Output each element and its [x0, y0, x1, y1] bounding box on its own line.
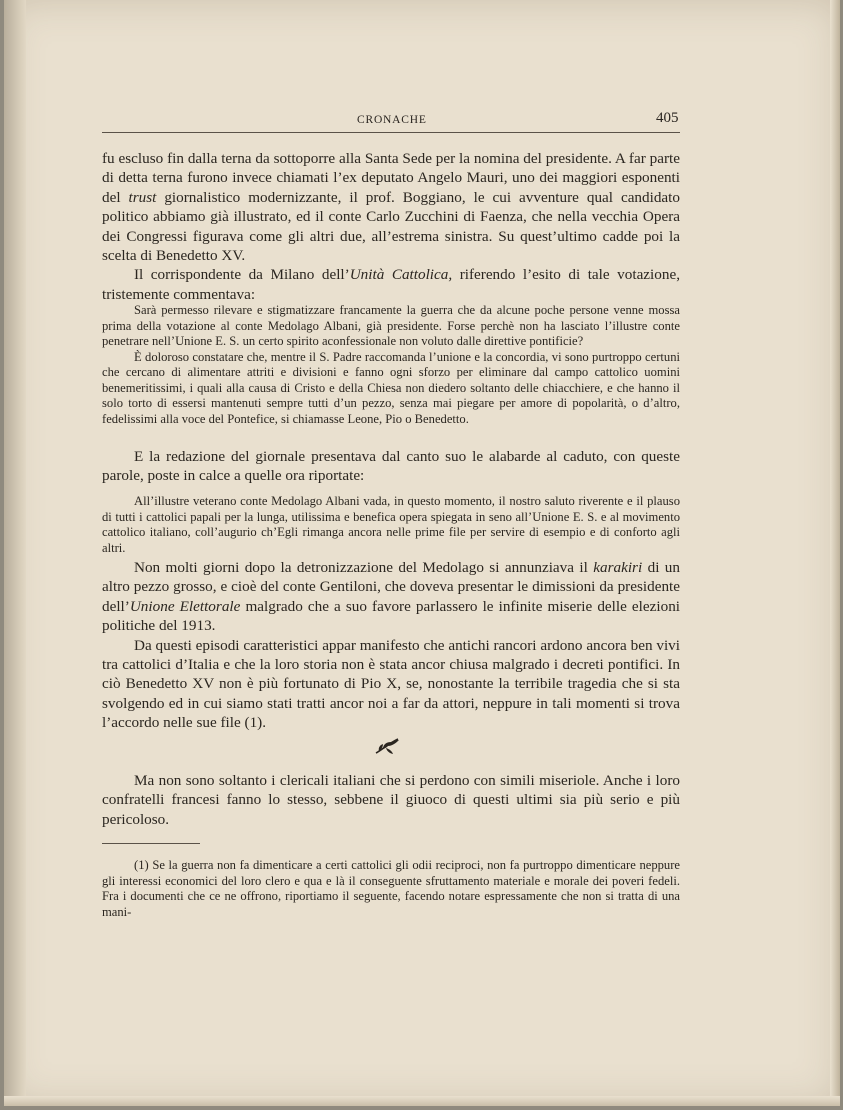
running-header: CRONACHE [357, 114, 427, 126]
header-rule [102, 132, 680, 133]
page-gutter [4, 0, 26, 1106]
emphasis-unione-elettorale: Unione Elettorale [129, 597, 241, 615]
paragraph-4-block [102, 558, 680, 733]
paragraph-1: fu escluso fin dalla terna da sottoporre alla Santa Sede per la nomina del presidente. A far parte di detta terna furono invece chiamati l’ex deputato Angelo Mauri, uno dei maggiori esponenti del trust giornalistico modernizzante, il prof. Boggiano, le cui avventure qual candidato politico abbiamo già illustrato, ed il conte Carlo Zucchini di Faenza, che nella vecchia Opera dei Congressi figurava come gli altri due, all’estrema sinistra. Su quest’ultimo cadde poi la scelta di Benedetto XV. [102, 150, 680, 265]
quotation-2-block [102, 494, 680, 556]
paragraph-3-block [102, 447, 680, 486]
quote-paragraph-2: È doloroso constatare che, mentre il S. Padre raccomanda l’unione e la concordia, vi sono purtroppo certuni che cercano di alimentare attriti e divisioni e fanno ogni sforzo per eliminare dal campo cattolico uomini benemeritissimi, i quali alla causa di Cristo e della Chiesa non diedero soltanto delle chiacchiere, e che hanno il solo torto di essersi mantenuti sempre tutti d’un pezzo, senza mai piegare per amore di popolarità, o d’altro, fedelissimi alla voce del Pontefice, si chiamasse Leone, Pio o Benedetto. [102, 349, 680, 426]
leaf-ornament-icon [374, 736, 402, 756]
paragraph-6: Ma non sono soltanto i clericali italiani che si perdono con simili miseriole. Anche i loro confratelli francesi fanno lo stesso, sebbene il giuoco di questi ultimi sia più serio e più pericoloso. [102, 772, 680, 828]
page-bottom-edge [4, 1096, 840, 1106]
paragraph-2: Il corrispondente da Milano dell’Unità Cattolica, riferendo l’esito di tale votazione, tristemente commentava: [102, 266, 680, 303]
paragraph-1-block [102, 149, 680, 304]
emphasis-trust: trust [128, 188, 157, 206]
quote-paragraph-1: Sarà permesso rilevare e stigmatizzare francamente la guerra che da alcune poche persone venne mossa prima della votazione al conte Medolago Albani, già presidente. Forse perchè non ha lasciato l’illustre conte penetrare nell’Unione E. S. un certo spirito aconfessionale non voluto dalle direttive pontificie? [102, 303, 680, 348]
footnote-rule [102, 843, 200, 844]
quotation-1-block [102, 303, 680, 427]
emphasis-karakiri: karakiri [593, 559, 643, 576]
quote-paragraph-3: All’illustre veterano conte Medolago Albani vada, in questo momento, il nostro saluto riverente e il plauso di tutti i cattolici papali per la lunga, utilissima e benefica opera spiegata in seno all’Unione E. S. e al movimento cattolico italiano, coll’augurio ch’Egli rimanga ancora nelle prime file per servire di esempio e di conforto agli altri. [102, 494, 680, 555]
paragraph-5: Da questi episodi caratteristici appar manifesto che antichi rancori ardono ancora ben vivi tra cattolici d’Italia e che la loro storia non è stata ancor chiusa malgrado i decreti pontifici. In ciò Benedetto XV non è più fortunato di Pio X, se, nonostante la terribile tragedia che si sta svolgendo ed in cui siamo stati tratti ancor noi a far da attori, neppure in tali momenti si trova l’accordo nelle sue file (1). [102, 636, 680, 732]
paragraph-6-block [102, 771, 680, 829]
page-right-edge [830, 0, 840, 1106]
paragraph-4: Non molti giorni dopo la detronizzazione del Medolago si annunziava il karakiri di un altro pezzo grosso, e cioè del conte Gentiloni, che doveva presentar le dimissioni da presidente dell’Unione Elettorale malgrado che a suo favore parlassero le infinite miserie delle elezioni politiche del 1913. [102, 559, 681, 635]
paragraph-3: E la redazione del giornale presentava dal canto suo le alabarde al caduto, con queste parole, poste in calce a quelle ora riportate: [102, 448, 680, 485]
footnote-1: (1) Se la guerra non fa dimenticare a certi cattolici gli odii reciproci, non fa purtroppo dimenticare neppure gli interessi economici del loro clero e qua e là il conseguente sfruttamento materiale e morale dei poveri fedeli. Fra i documenti che ce ne offrono, riportiamo il seguente, facendo notare espressamente che non si tratta di una mani- [102, 858, 680, 919]
emphasis-unita-cattolica: Unità Cattolica, [349, 266, 453, 284]
footnote-block [102, 858, 680, 920]
page-number: 405 [656, 110, 679, 126]
